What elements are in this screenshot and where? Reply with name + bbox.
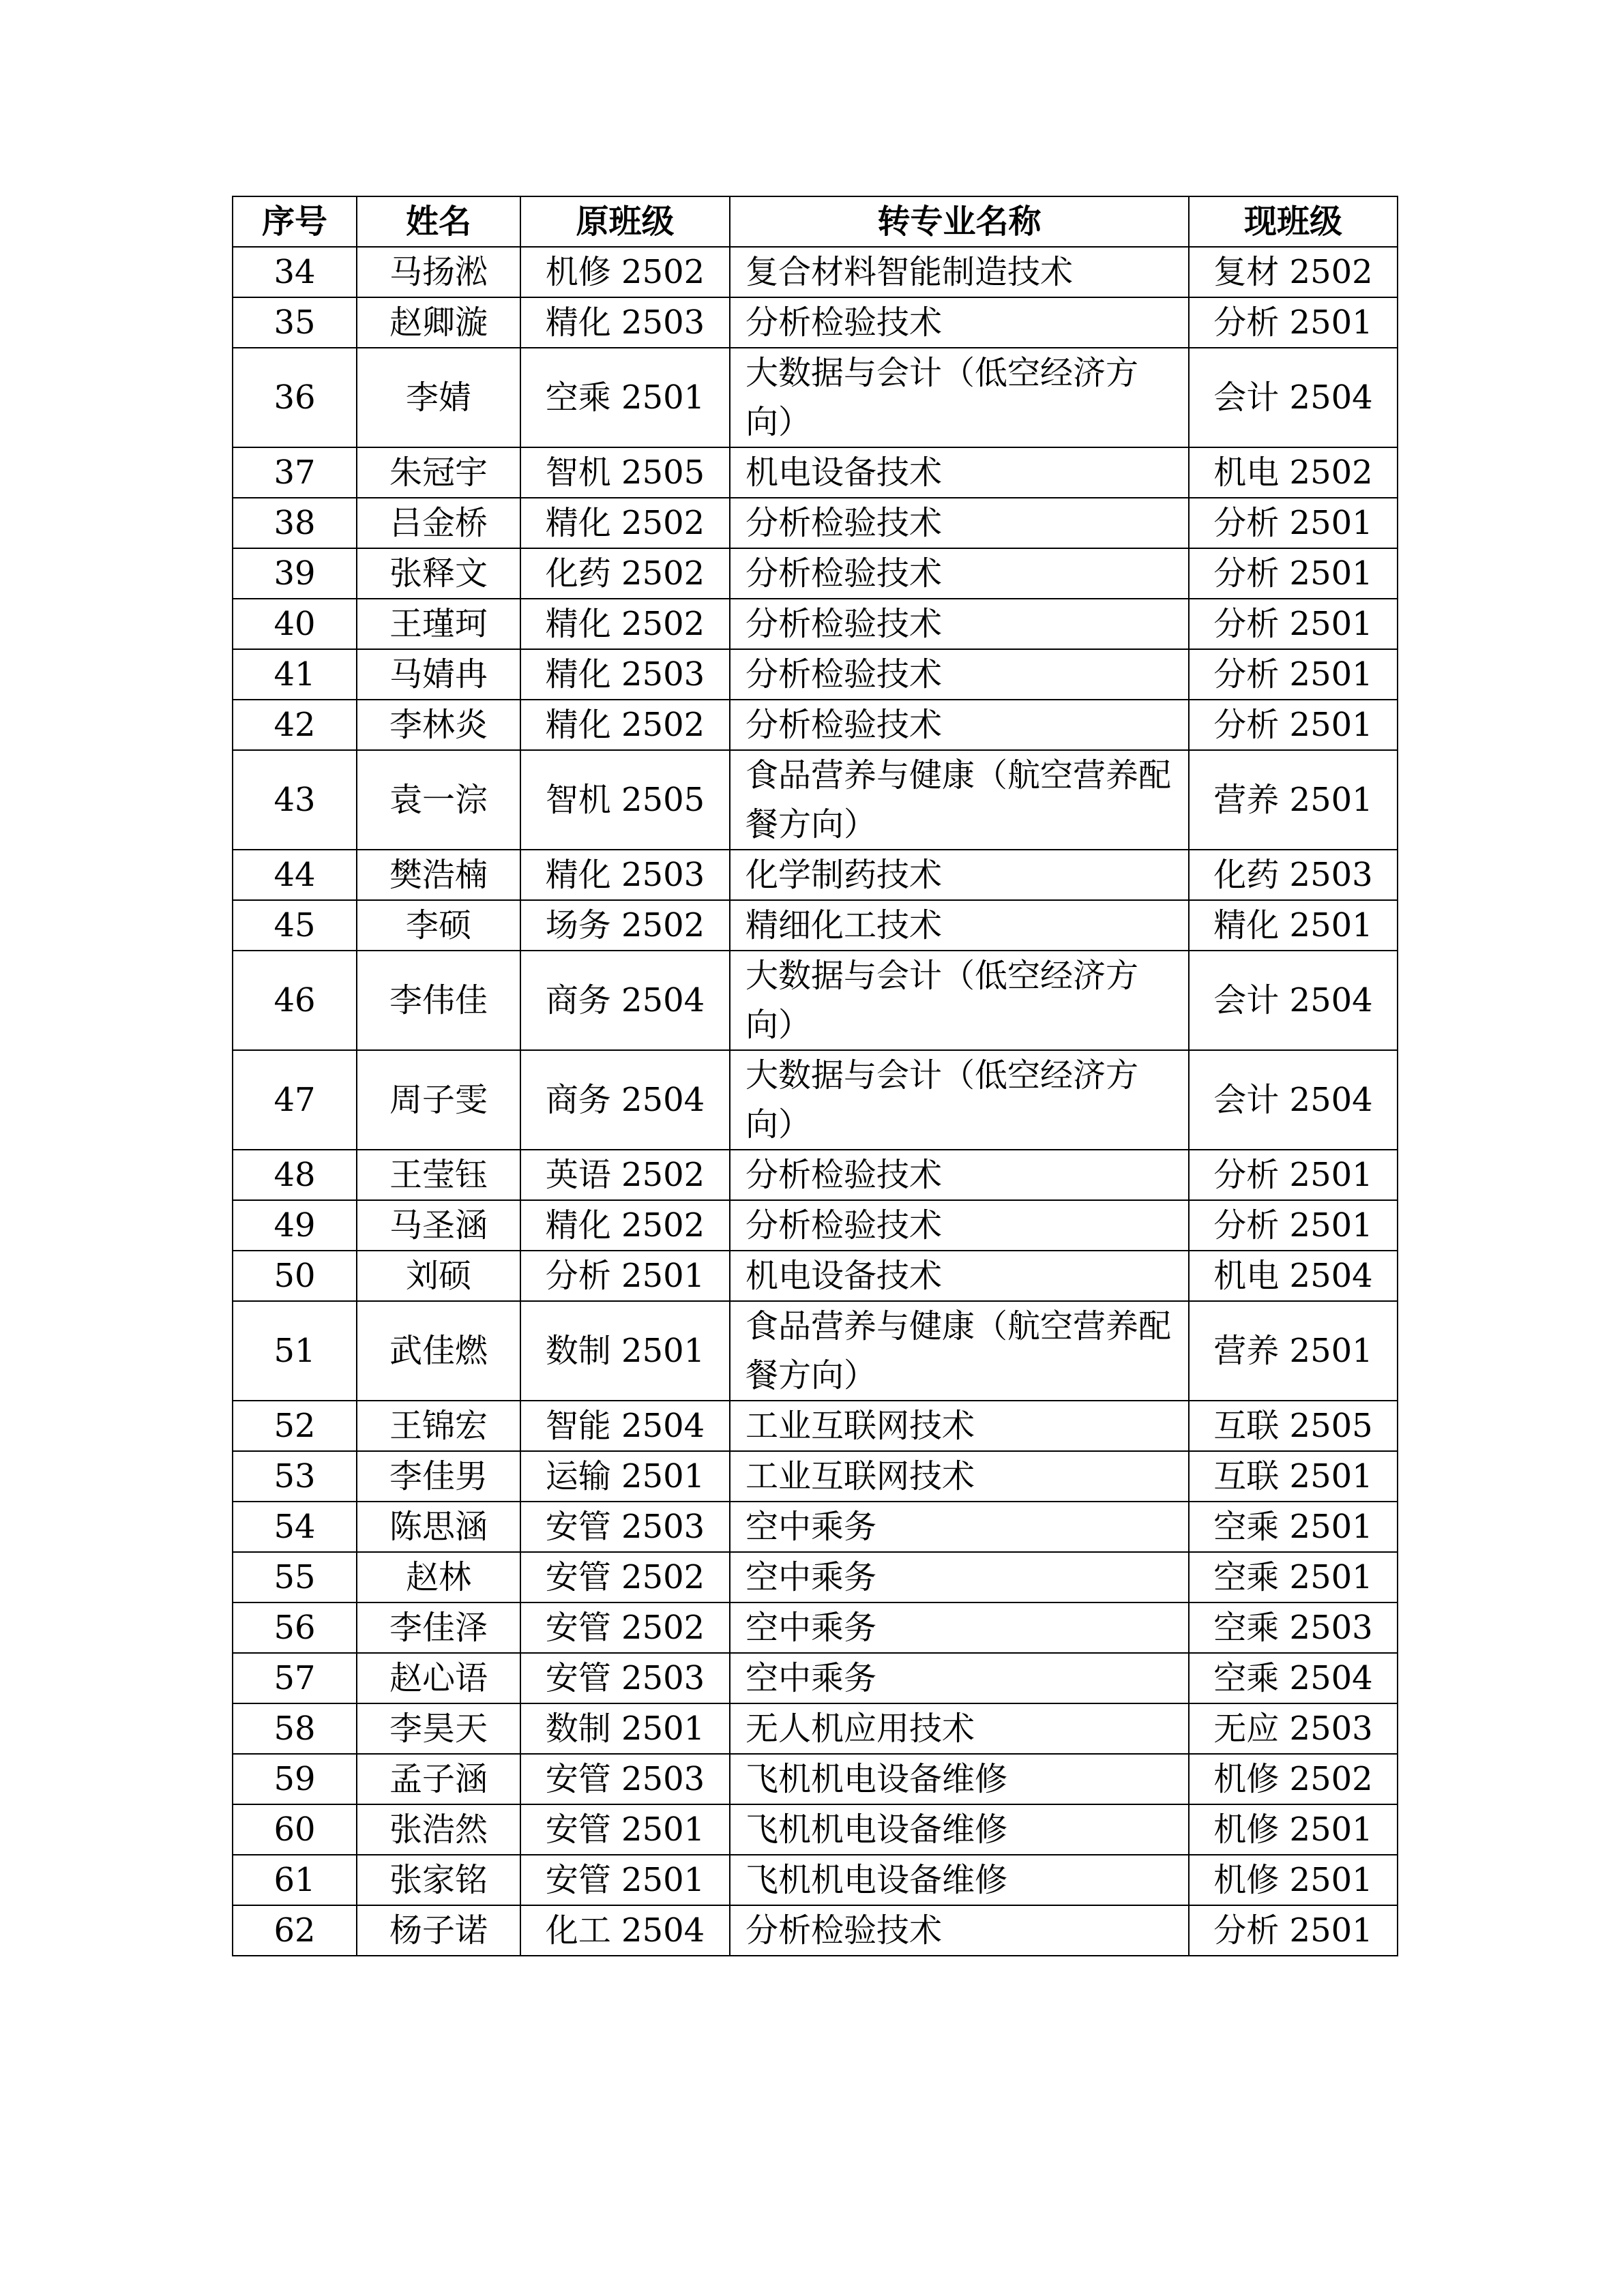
cell-new-class: 机修 2501 (1189, 1855, 1398, 1905)
cell-name: 朱冠宇 (357, 447, 520, 498)
cell-no: 41 (233, 649, 357, 700)
table-row (233, 1401, 1398, 1451)
cell-new-class: 分析 2501 (1189, 1200, 1398, 1251)
table-row (233, 1552, 1398, 1602)
cell-major: 机电设备技术 (730, 1251, 1189, 1301)
cell-new-class: 分析 2501 (1189, 498, 1398, 548)
cell-name: 李昊天 (357, 1703, 520, 1754)
cell-no: 49 (233, 1200, 357, 1251)
cell-name: 李硕 (357, 900, 520, 951)
table-row (233, 247, 1398, 297)
cell-name: 李伟佳 (357, 951, 520, 1050)
cell-name: 刘硕 (357, 1251, 520, 1301)
cell-old-class: 数制 2501 (520, 1301, 730, 1401)
cell-name: 张释文 (357, 548, 520, 599)
header-old-class: 原班级 (520, 196, 730, 247)
cell-old-class: 精化 2502 (520, 599, 730, 649)
cell-major: 食品营养与健康（航空营养配餐方向） (730, 1301, 1189, 1401)
header-no: 序号 (233, 196, 357, 247)
cell-major: 精细化工技术 (730, 900, 1189, 951)
table-row (233, 1905, 1398, 1956)
cell-new-class: 互联 2501 (1189, 1451, 1398, 1502)
cell-no: 40 (233, 599, 357, 649)
cell-no: 35 (233, 297, 357, 348)
cell-new-class: 机修 2502 (1189, 1754, 1398, 1804)
table-row (233, 1602, 1398, 1653)
table-row (233, 1251, 1398, 1301)
table-row (233, 548, 1398, 599)
cell-name: 马婧冉 (357, 649, 520, 700)
cell-name: 杨子诺 (357, 1905, 520, 1956)
table-row (233, 750, 1398, 850)
table-row (233, 599, 1398, 649)
cell-no: 59 (233, 1754, 357, 1804)
table-row (233, 1502, 1398, 1552)
cell-major: 分析检验技术 (730, 548, 1189, 599)
cell-new-class: 空乘 2503 (1189, 1602, 1398, 1653)
cell-old-class: 商务 2504 (520, 1050, 730, 1150)
cell-old-class: 安管 2502 (520, 1552, 730, 1602)
cell-name: 武佳燃 (357, 1301, 520, 1401)
cell-new-class: 空乘 2501 (1189, 1502, 1398, 1552)
cell-name: 赵心语 (357, 1653, 520, 1703)
cell-no: 48 (233, 1150, 357, 1200)
table-row (233, 348, 1398, 447)
table-row (233, 1200, 1398, 1251)
cell-name: 吕金桥 (357, 498, 520, 548)
cell-old-class: 安管 2503 (520, 1502, 730, 1552)
cell-no: 54 (233, 1502, 357, 1552)
cell-name: 李林炎 (357, 700, 520, 750)
cell-major: 分析检验技术 (730, 599, 1189, 649)
cell-no: 36 (233, 348, 357, 447)
cell-new-class: 营养 2501 (1189, 750, 1398, 850)
cell-major: 分析检验技术 (730, 498, 1189, 548)
table-row (233, 951, 1398, 1050)
cell-no: 44 (233, 850, 357, 900)
cell-no: 51 (233, 1301, 357, 1401)
header-new-class: 现班级 (1189, 196, 1398, 247)
cell-major: 工业互联网技术 (730, 1401, 1189, 1451)
cell-old-class: 机修 2502 (520, 247, 730, 297)
cell-new-class: 化药 2503 (1189, 850, 1398, 900)
cell-new-class: 无应 2503 (1189, 1703, 1398, 1754)
cell-old-class: 精化 2503 (520, 850, 730, 900)
cell-old-class: 智机 2505 (520, 447, 730, 498)
cell-no: 45 (233, 900, 357, 951)
header-row (233, 196, 1398, 247)
cell-name: 李佳泽 (357, 1602, 520, 1653)
cell-new-class: 分析 2501 (1189, 1905, 1398, 1956)
cell-major: 飞机机电设备维修 (730, 1804, 1189, 1855)
cell-major: 大数据与会计（低空经济方向） (730, 348, 1189, 447)
cell-old-class: 精化 2502 (520, 700, 730, 750)
cell-old-class: 精化 2503 (520, 297, 730, 348)
cell-name: 李佳男 (357, 1451, 520, 1502)
cell-major: 分析检验技术 (730, 700, 1189, 750)
cell-new-class: 分析 2501 (1189, 700, 1398, 750)
header-name: 姓名 (357, 196, 520, 247)
cell-no: 57 (233, 1653, 357, 1703)
cell-no: 38 (233, 498, 357, 548)
header-major: 转专业名称 (730, 196, 1189, 247)
cell-name: 赵林 (357, 1552, 520, 1602)
cell-no: 42 (233, 700, 357, 750)
cell-new-class: 分析 2501 (1189, 649, 1398, 700)
cell-no: 60 (233, 1804, 357, 1855)
table-row (233, 649, 1398, 700)
table-row (233, 1855, 1398, 1905)
cell-name: 王锦宏 (357, 1401, 520, 1451)
cell-major: 空中乘务 (730, 1552, 1189, 1602)
cell-old-class: 精化 2502 (520, 1200, 730, 1251)
table-row (233, 1804, 1398, 1855)
cell-major: 分析检验技术 (730, 1150, 1189, 1200)
cell-no: 47 (233, 1050, 357, 1150)
cell-name: 陈思涵 (357, 1502, 520, 1552)
cell-name: 马圣涵 (357, 1200, 520, 1251)
cell-old-class: 安管 2503 (520, 1653, 730, 1703)
cell-name: 赵卿漩 (357, 297, 520, 348)
transfer-table (232, 196, 1398, 1956)
table-row (233, 498, 1398, 548)
cell-name: 张浩然 (357, 1804, 520, 1855)
cell-major: 分析检验技术 (730, 297, 1189, 348)
cell-no: 34 (233, 247, 357, 297)
cell-new-class: 机电 2504 (1189, 1251, 1398, 1301)
cell-new-class: 分析 2501 (1189, 599, 1398, 649)
cell-name: 张家铭 (357, 1855, 520, 1905)
cell-major: 工业互联网技术 (730, 1451, 1189, 1502)
table-row (233, 700, 1398, 750)
cell-name: 袁一淙 (357, 750, 520, 850)
cell-major: 空中乘务 (730, 1653, 1189, 1703)
table-row (233, 1150, 1398, 1200)
cell-no: 37 (233, 447, 357, 498)
cell-name: 马扬淞 (357, 247, 520, 297)
cell-old-class: 精化 2503 (520, 649, 730, 700)
cell-major: 复合材料智能制造技术 (730, 247, 1189, 297)
cell-new-class: 复材 2502 (1189, 247, 1398, 297)
cell-new-class: 会计 2504 (1189, 1050, 1398, 1150)
cell-old-class: 分析 2501 (520, 1251, 730, 1301)
cell-old-class: 英语 2502 (520, 1150, 730, 1200)
cell-name: 王莹钰 (357, 1150, 520, 1200)
cell-major: 分析检验技术 (730, 1200, 1189, 1251)
cell-no: 56 (233, 1602, 357, 1653)
cell-old-class: 安管 2501 (520, 1855, 730, 1905)
cell-no: 53 (233, 1451, 357, 1502)
cell-major: 大数据与会计（低空经济方向） (730, 1050, 1189, 1150)
cell-major: 食品营养与健康（航空营养配餐方向） (730, 750, 1189, 850)
cell-new-class: 空乘 2504 (1189, 1653, 1398, 1703)
cell-old-class: 商务 2504 (520, 951, 730, 1050)
table-row (233, 447, 1398, 498)
cell-new-class: 营养 2501 (1189, 1301, 1398, 1401)
cell-old-class: 精化 2502 (520, 498, 730, 548)
cell-new-class: 精化 2501 (1189, 900, 1398, 951)
cell-major: 大数据与会计（低空经济方向） (730, 951, 1189, 1050)
cell-new-class: 分析 2501 (1189, 1150, 1398, 1200)
cell-old-class: 化工 2504 (520, 1905, 730, 1956)
cell-new-class: 分析 2501 (1189, 548, 1398, 599)
cell-major: 飞机机电设备维修 (730, 1754, 1189, 1804)
cell-no: 46 (233, 951, 357, 1050)
cell-no: 55 (233, 1552, 357, 1602)
cell-new-class: 分析 2501 (1189, 297, 1398, 348)
table-row (233, 850, 1398, 900)
cell-old-class: 空乘 2501 (520, 348, 730, 447)
cell-name: 周子雯 (357, 1050, 520, 1150)
cell-old-class: 运输 2501 (520, 1451, 730, 1502)
table-row (233, 1703, 1398, 1754)
cell-major: 空中乘务 (730, 1602, 1189, 1653)
cell-major: 机电设备技术 (730, 447, 1189, 498)
cell-no: 61 (233, 1855, 357, 1905)
table-row (233, 1653, 1398, 1703)
table-row (233, 1050, 1398, 1150)
cell-old-class: 化药 2502 (520, 548, 730, 599)
cell-old-class: 安管 2502 (520, 1602, 730, 1653)
table-row (233, 1301, 1398, 1401)
cell-old-class: 场务 2502 (520, 900, 730, 951)
table-body (233, 247, 1398, 1956)
cell-no: 52 (233, 1401, 357, 1451)
cell-name: 樊浩楠 (357, 850, 520, 900)
cell-major: 化学制药技术 (730, 850, 1189, 900)
table-row (233, 297, 1398, 348)
cell-old-class: 数制 2501 (520, 1703, 730, 1754)
cell-new-class: 互联 2505 (1189, 1401, 1398, 1451)
cell-name: 王瑾珂 (357, 599, 520, 649)
cell-no: 50 (233, 1251, 357, 1301)
cell-new-class: 会计 2504 (1189, 348, 1398, 447)
cell-major: 无人机应用技术 (730, 1703, 1189, 1754)
cell-old-class: 安管 2503 (520, 1754, 730, 1804)
table-header (233, 196, 1398, 247)
cell-new-class: 空乘 2501 (1189, 1552, 1398, 1602)
cell-old-class: 安管 2501 (520, 1804, 730, 1855)
cell-name: 李婧 (357, 348, 520, 447)
cell-new-class: 机修 2501 (1189, 1804, 1398, 1855)
cell-name: 孟子涵 (357, 1754, 520, 1804)
table-row (233, 1754, 1398, 1804)
cell-no: 43 (233, 750, 357, 850)
cell-no: 39 (233, 548, 357, 599)
cell-major: 分析检验技术 (730, 649, 1189, 700)
cell-old-class: 智能 2504 (520, 1401, 730, 1451)
cell-no: 58 (233, 1703, 357, 1754)
cell-new-class: 会计 2504 (1189, 951, 1398, 1050)
table-row (233, 1451, 1398, 1502)
cell-major: 飞机机电设备维修 (730, 1855, 1189, 1905)
cell-no: 62 (233, 1905, 357, 1956)
cell-old-class: 智机 2505 (520, 750, 730, 850)
table-row (233, 900, 1398, 951)
cell-new-class: 机电 2502 (1189, 447, 1398, 498)
cell-major: 空中乘务 (730, 1502, 1189, 1552)
cell-major: 分析检验技术 (730, 1905, 1189, 1956)
